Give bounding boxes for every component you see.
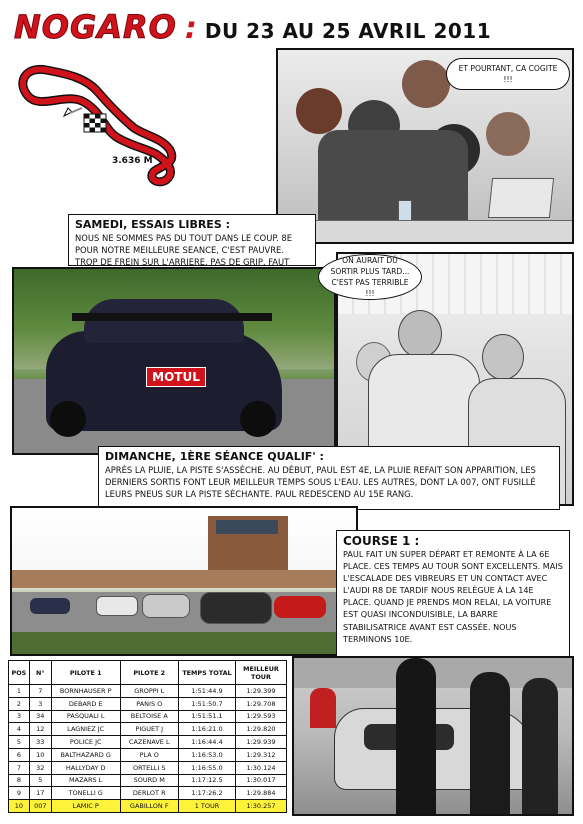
table-row <box>9 736 287 749</box>
table-cell: 12 <box>29 723 51 736</box>
table-cell: GABILLON F <box>120 800 178 813</box>
table-row <box>9 697 287 710</box>
tower-windows <box>216 520 278 534</box>
caption-qualif <box>98 446 560 510</box>
person-figure <box>402 60 450 108</box>
title-date: DU 23 AU 25 AVRIL 2011 <box>204 19 492 43</box>
table-cell: 33 <box>29 736 51 749</box>
table-cell: 1:29.939 <box>235 736 286 749</box>
table-cell: ORTELLI S <box>120 761 178 774</box>
person-figure <box>296 88 342 134</box>
table-cell: 10 <box>9 800 30 813</box>
table-cell: 4 <box>9 723 30 736</box>
table-cell: 2 <box>9 697 30 710</box>
car-wheel <box>50 401 86 437</box>
track-length-label: 3.636 M <box>112 156 153 166</box>
race-car <box>96 596 138 616</box>
mechanic-figure <box>470 672 510 816</box>
caption-course-1 <box>336 530 570 658</box>
table-cell: 007 <box>29 800 51 813</box>
column-header: MEILLEUR TOUR <box>235 661 286 685</box>
checkered-flag-icon <box>82 112 108 138</box>
table-cell: BORNHAUSER P <box>51 685 120 698</box>
table-row <box>9 685 287 698</box>
mechanic-figure <box>522 678 558 816</box>
caption-essais-libres <box>68 214 316 266</box>
car-wheel <box>240 401 276 437</box>
table-cell: 1:51:50.7 <box>179 697 236 710</box>
table-cell: 1:29.312 <box>235 748 286 761</box>
caption-text: APRÈS LA PLUIE, LA PISTE S'ASSÈCHE. AU DÉBUT, PAUL EST 4E, LA PLUIE REFAIT SON APPARITION, LES DERNIERS SORTIS FONT LEUR MEILLEUR TEMPS SOUS L'EAU. LES AUTRES, DONT LA 007, ONT FUSILLÉ LEURS PNEUS SUR LA PISTE SÉCHANTE. PAUL REDESCEND AU 15E RANG. <box>105 465 536 499</box>
table-cell: 32 <box>29 761 51 774</box>
page-title <box>14 8 492 46</box>
table-cell: 1:17:12.5 <box>179 774 236 787</box>
results-header-row <box>9 661 287 685</box>
table-cell: POLICE JC <box>51 736 120 749</box>
driver-head <box>482 334 524 380</box>
table-cell: DEBARD E <box>51 697 120 710</box>
table-cell: 1:16:44.4 <box>179 736 236 749</box>
table-cell: LAMIC P <box>51 800 120 813</box>
table-cell: 1 TOUR <box>179 800 236 813</box>
table-row <box>9 710 287 723</box>
table-cell: 5 <box>29 774 51 787</box>
rear-wing <box>72 313 272 321</box>
caption-title: COURSE 1 : <box>343 534 420 548</box>
mechanic-figure <box>396 658 436 816</box>
table-row <box>9 748 287 761</box>
table-row <box>9 723 287 736</box>
table-cell: LAGNIEZ JC <box>51 723 120 736</box>
race-car <box>30 598 70 614</box>
table-row <box>9 761 287 774</box>
table-cell: 5 <box>9 736 30 749</box>
table-cell: 6 <box>9 748 30 761</box>
crew-member <box>310 688 336 728</box>
table-cell: HALLYDAY D <box>51 761 120 774</box>
panel-race-photo <box>10 506 358 656</box>
speech-text: ET POURTANT, CA COGITE !!! <box>458 64 558 84</box>
table-cell: 3 <box>29 697 51 710</box>
caption-text: PAUL FAIT UN SUPER DÉPART ET REMONTE À LA 6E PLACE. CES TEMPS AU TOUR SONT EXCELLENTS. MAIS L'ESCALADE DES VIBREURS ET UN CONTACT AVEC L'AUDI R8 DE TARDIF NOUS RELÈGUE À LA 14E PLACE. QUAND JE PRENDS MON RELAI, LA VOITURE EST QUASI INCONDUISIBLE, LA BARRE STABILISATRICE AVANT EST CASSÉE. NOUS TERMINONS 10E. <box>343 549 563 644</box>
table-cell: 7 <box>9 761 30 774</box>
table-cell: 17 <box>29 787 51 800</box>
caption-title: SAMEDI, ESSAIS LIBRES : <box>75 218 230 231</box>
table-cell: 10 <box>29 748 51 761</box>
table-cell: 1:29.820 <box>235 723 286 736</box>
table-cell: 1:17:26.2 <box>179 787 236 800</box>
speech-bubble-cogite <box>446 58 570 90</box>
speech-bubble-sortir <box>318 254 422 300</box>
grandstand <box>12 570 358 588</box>
race-car <box>142 594 190 618</box>
driver-head <box>398 310 442 358</box>
table-cell: 34 <box>29 710 51 723</box>
table-cell: DERLOT R <box>120 787 178 800</box>
table-cell: 1:30.017 <box>235 774 286 787</box>
panel-pit-photo <box>292 656 574 816</box>
table-cell: 1:29.593 <box>235 710 286 723</box>
table-cell: TONELLI G <box>51 787 120 800</box>
table-cell: 1:16:21.0 <box>179 723 236 736</box>
table-cell: 1:29.708 <box>235 697 286 710</box>
table-cell: 1:16:55.0 <box>179 761 236 774</box>
table-cell: 9 <box>9 787 30 800</box>
table-cell: PANIS O <box>120 697 178 710</box>
sponsor-logo: MOTUL <box>146 367 206 387</box>
table-row <box>9 800 287 813</box>
table-cell: 1:16:53.0 <box>179 748 236 761</box>
table-cell: SOURD M <box>120 774 178 787</box>
table-cell: 1:51:51.1 <box>179 710 236 723</box>
table-cell: 1:29.884 <box>235 787 286 800</box>
title-circuit: NOGARO <box>14 8 177 46</box>
race-car <box>200 592 272 624</box>
table-cell: BELTOISE A <box>120 710 178 723</box>
table-cell: 1:51:44.9 <box>179 685 236 698</box>
caption-text: NOUS NE SOMMES PAS DU TOUT DANS LE COUP. 8E POUR NOTRE MEILLEURE SEANCE, C'EST PAUVRE. TROP DE FREIN SUR L'ARRIERE, PAS DE GRIP, FAUT <box>75 233 293 267</box>
person-figure <box>486 112 530 156</box>
table-cell: 1:30.124 <box>235 761 286 774</box>
title-colon: : <box>184 11 197 46</box>
table-cell: MAZARS L <box>51 774 120 787</box>
race-car <box>274 596 326 618</box>
speech-text: ON AURAIT DÛ SORTIR PLUS TARD... C'EST PAS TERRIBLE !!! <box>330 256 410 298</box>
column-header: PILOTE 2 <box>120 661 178 685</box>
table-cell: CAZENAVE L <box>120 736 178 749</box>
table-cell: 1 <box>9 685 30 698</box>
column-header: TEMPS TOTAL <box>179 661 236 685</box>
grass <box>12 632 358 656</box>
table-row <box>9 774 287 787</box>
table-cell: PLA O <box>120 748 178 761</box>
table-row <box>9 787 287 800</box>
table-cell: GROPPI L <box>120 685 178 698</box>
table-cell: PIGUET J <box>120 723 178 736</box>
table-cell: 3 <box>9 710 30 723</box>
race-car-cabin <box>84 299 244 343</box>
table <box>278 220 574 244</box>
table-cell: 1:29.399 <box>235 685 286 698</box>
panel-car-photo <box>12 267 336 455</box>
table-cell: 1:30.257 <box>235 800 286 813</box>
column-header: N° <box>29 661 51 685</box>
column-header: PILOTE 1 <box>51 661 120 685</box>
caption-title: DIMANCHE, 1ÈRE SÉANCE QUALIF' : <box>105 450 324 463</box>
laptop-icon <box>488 178 554 218</box>
table-cell: PASQUALI L <box>51 710 120 723</box>
table-cell: 7 <box>29 685 51 698</box>
results-table <box>8 660 287 813</box>
table-cell: 8 <box>9 774 30 787</box>
column-header: POS <box>9 661 30 685</box>
table-cell: BALTHAZARD G <box>51 748 120 761</box>
